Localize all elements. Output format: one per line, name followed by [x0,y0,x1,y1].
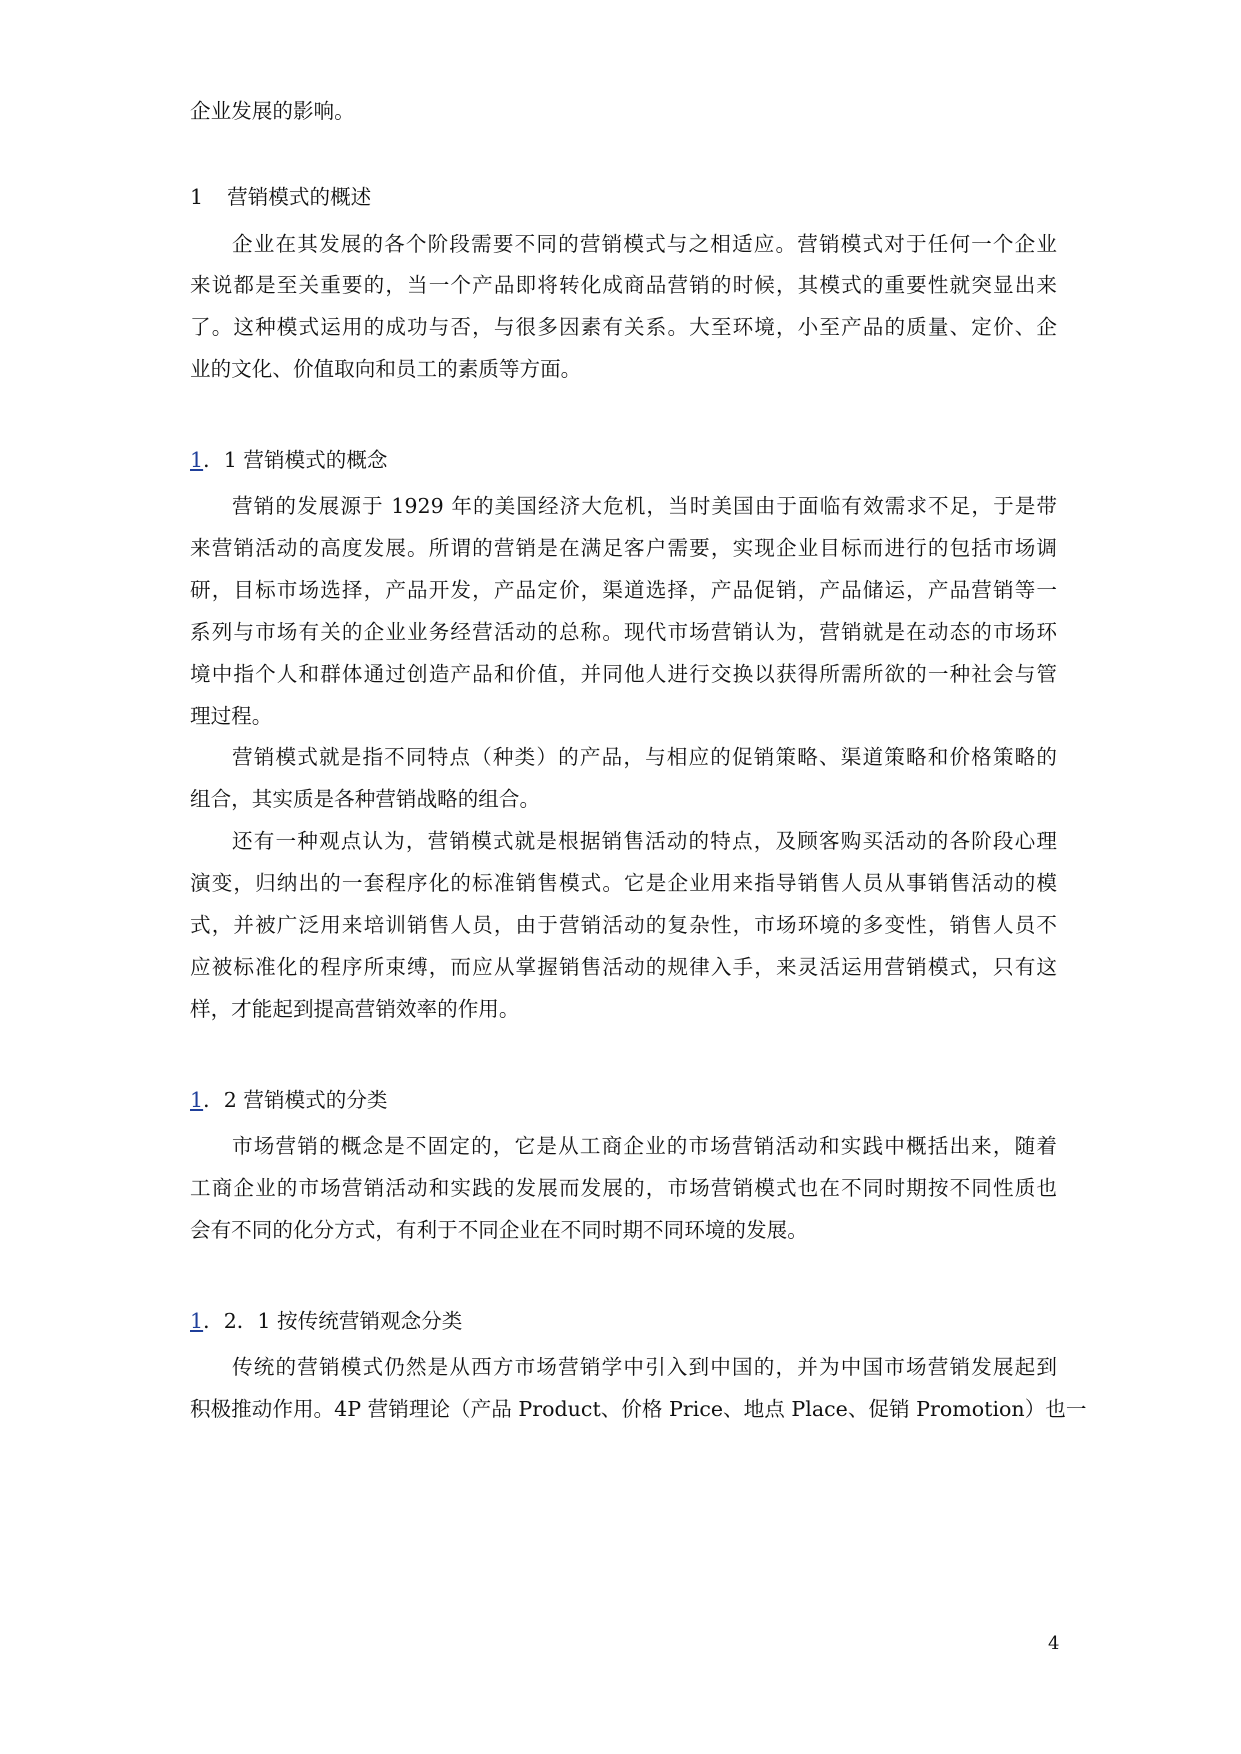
paragraph-line: 组合，其实质是各种营销战略的组合。 [190,787,541,811]
paragraph-line: 营销模式就是指不同特点（种类）的产品，与相应的促销策略、渠道策略和价格策略的 [232,745,1057,769]
heading-number-link[interactable]: 1 [190,448,204,472]
paragraph-line: 传统的营销模式仍然是从西方市场营销学中引入到中国的，并为中国市场营销发展起到 [232,1355,1057,1379]
paragraph-line: 来营销活动的高度发展。所谓的营销是在满足客户需要，实现企业目标而进行的包括市场调 [190,536,1057,560]
paragraph-line: 积极推动作用。4P 营销理论（产品 Product、价格 Price、地点 Place、促销 Promotion）也一 [190,1397,1087,1421]
paragraph-line: 境中指个人和群体通过创造产品和价值，并同他人进行交换以获得所需所欲的一种社会与管 [190,662,1057,686]
heading-number-link[interactable]: 1 [190,1309,204,1333]
paragraph-line: 会有不同的化分方式，有利于不同企业在不同时期不同环境的发展。 [190,1218,808,1242]
paragraph-line: 系列与市场有关的企业业务经营活动的总称。现代市场营销认为，营销就是在动态的市场环 [190,620,1057,644]
heading-number-link[interactable]: 1 [190,1088,204,1112]
paragraph-line: 研，目标市场选择，产品开发，产品定价，渠道选择，产品促销，产品储运，产品营销等一 [190,578,1057,602]
paragraph-line: 式，并被广泛用来培训销售人员，由于营销活动的复杂性，市场环境的多变性，销售人员不 [190,913,1057,937]
paragraph-line: 应被标准化的程序所束缚，而应从掌握销售活动的规律入手，来灵活运用营销模式，只有这 [190,955,1057,979]
heading-number: 1 [190,185,204,209]
paragraph-line: 演变，归纳出的一套程序化的标准销售模式。它是企业用来指导销售人员从事销售活动的模 [190,871,1057,895]
heading-title: ．2 营销模式的分类 [203,1088,388,1112]
paragraph-line: 市场营销的概念是不固定的，它是从工商企业的市场营销活动和实践中概括出来，随着 [232,1134,1057,1158]
heading-title: ．2．1 按传统营销观念分类 [203,1309,463,1333]
paragraph-line: 还有一种观点认为，营销模式就是根据销售活动的特点，及顾客购买活动的各阶段心理 [232,829,1057,853]
page-number: 4 [1048,1633,1060,1654]
paragraph-line: 理过程。 [190,704,273,728]
paragraph-line: 来说都是至关重要的，当一个产品即将转化成商品营销的时候，其模式的重要性就突显出来 [190,273,1057,297]
paragraph-line: 企业在其发展的各个阶段需要不同的营销模式与之相适应。营销模式对于任何一个企业 [232,232,1057,256]
paragraph-line: 业的文化、价值取向和员工的素质等方面。 [190,357,582,381]
paragraph-line: 企业发展的影响。 [190,99,355,123]
section-heading-1 [190,182,1057,212]
section-heading-1-1 [190,445,1057,475]
heading-title: 营销模式的概述 [227,185,372,209]
section-heading-1-2-1 [190,1306,1057,1336]
paragraph-line: 样，才能起到提高营销效率的作用。 [190,997,520,1021]
section-heading-1-2 [190,1085,1057,1115]
heading-title: ．1 营销模式的概念 [203,448,388,472]
paragraph-line: 营销的发展源于 1929 年的美国经济大危机，当时美国由于面临有效需求不足，于是带 [232,494,1057,518]
paragraph-line: 工商企业的市场营销活动和实践的发展而发展的，市场营销模式也在不同时期按不同性质也 [190,1176,1057,1200]
paragraph-line: 了。这种模式运用的成功与否，与很多因素有关系。大至环境，小至产品的质量、定价、企 [190,315,1057,339]
